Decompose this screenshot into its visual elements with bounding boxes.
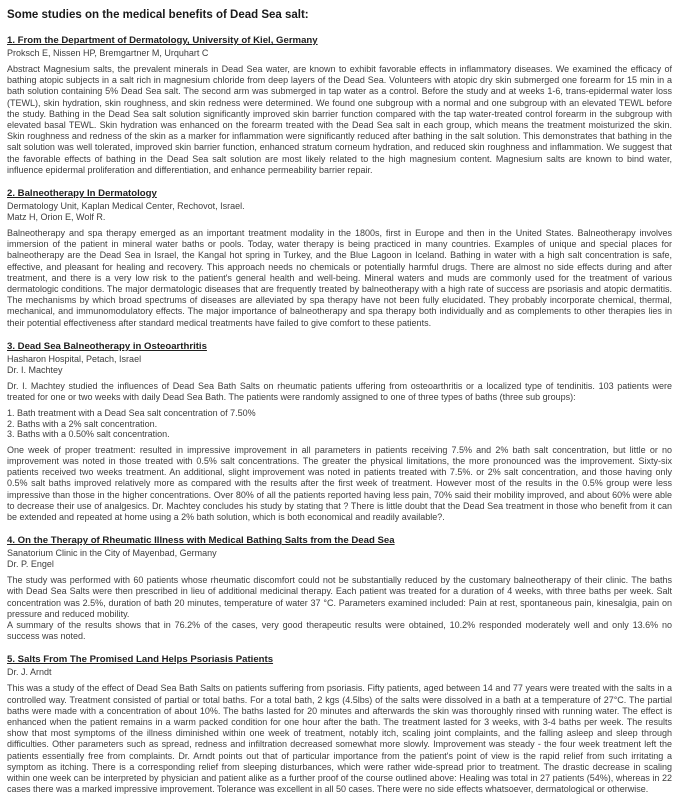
section-meta-line: Sanatorium Clinic in the City of Mayenbad, Germany — [7, 548, 217, 559]
section-paragraph: Abstract Magnesium salts, the prevalent minerals in Dead Sea water, are known to exhibit favorable effects in inflammatory diseases. We examined the efficacy of bathing atopic subjects in a salt rich in magnesium chloride from deep layers of the Dead Sea. Volunteers with atopic dry skin submerged one forearm for 15 min in a bath solution containing 5% Dead Sea salt. The second arm was submerged in tap water as a control. Before the study and at weeks 1-6, trans-epidermal water loss (TEWL), skin hydration, skin roughness, and skin redness were determined. We found one subgroup with a normal and one subgroup with an elevated TEWL before the study. Bathing in the Dead Sea salt solution significantly improved skin barrier function compared with the tap water-treated control forearm in the subgroup with elevated basal TEWL. Skin hydration was enhanced on the forearm treated with the Dead Sea salt in each group, which means the treatment moisturized the skin. Skin roughness and redness of the skin as a marker for inflammation were significantly reduced after bathing in the salt solution. This demonstrates that bathing in the salt solution was well tolerated, improved skin barrier function, enhanced stratum corneum hydration, and reduced skin roughness and inflammation. We suggest that the favorable effects of bathing in the Dead Sea salt solution are most likely related to the high magnesium content. Magnesium salts are known to bind water, influence epidermal proliferation and differentiation, and enhance permeability barrier repair. — [7, 64, 672, 175]
list-item: 3. Baths with a 0.50% salt concentration. — [7, 429, 170, 440]
section-meta-line: Hasharon Hospital, Petach, Israel — [7, 353, 142, 364]
section-paragraph: Balneotherapy and spa therapy emerged as an important treatment modality in the 1800s, first in Europe and then in the United States. Balneotherapy involves immersion of the patient in mineral water baths or pools. Today, water therapy is being practiced in many countries. Examples of unique and special places for balneotherapy are the Dead Sea in Israel, the Kangal hot spring in Turkey, and the Blue Lagoon in Iceland. Bathing in water with a high salt concentration is safe, effective, and pleasant for healing and recovery. This approach needs no chemicals or potentially harmful drugs. There are almost no side effects during and after treatment, and there is a very low risk to the patient's general health and well-being. Mineral waters and muds are commonly used for the treatment of various dermatologic conditions. The major dermatologic diseases that are frequently treated by balneotherapy with a high rate of success are psoriasis and atopic dermatitis. The mechanisms by which broad spectrums of diseases are alleviated by spa therapy have not been fully elucidated. They probably incorporate chemical, thermal, mechanical, and immunomodulatory effects. The major importance of balneotherapy and spa therapy both individually and as complements to other therapies lies in their potential effectiveness after standard medical treatments have failed to give comfort to these patients. — [7, 228, 672, 328]
list-item: 1. Bath treatment with a Dead Sea salt concentration of 7.50% — [7, 408, 256, 419]
section-meta — [7, 201, 672, 223]
study-section — [7, 188, 672, 329]
section-heading: 1. From the Department of Dermatology, University of Kiel, Germany — [7, 35, 318, 46]
section-meta-line: Dr. I. Machtey — [7, 364, 63, 375]
section-meta-line: Proksch E, Nissen HP, Bremgartner M, Urquhart C — [7, 48, 209, 58]
study-section — [7, 535, 672, 642]
study-section — [7, 35, 672, 176]
section-meta-line: Dr. P. Engel — [7, 559, 54, 570]
section-blocks — [7, 575, 672, 642]
numbered-list — [7, 408, 672, 440]
section-blocks — [7, 64, 672, 176]
section-heading: 3. Dead Sea Balneotherapy in Osteoarthritis — [7, 340, 207, 352]
section-heading: 2. Balneotherapy In Dermatology — [7, 188, 157, 200]
section-meta — [7, 354, 672, 376]
list-item: 2. Baths with a 2% salt concentration. — [7, 418, 158, 429]
section-meta — [7, 548, 672, 570]
section-blocks — [7, 228, 672, 329]
document-body — [7, 35, 672, 795]
section-meta-line: Matz H, Orion E, Wolf R. — [7, 212, 106, 223]
section-meta-line: Dermatology Unit, Kaplan Medical Center, Rechovot, Israel. — [7, 201, 245, 212]
page-title: Some studies on the medical benefits of Dead Sea salt: — [7, 9, 309, 21]
study-section — [7, 341, 672, 523]
section-heading: 5. Salts From The Promised Land Helps Psoriasis Patients — [7, 654, 274, 666]
section-heading: 4. On the Therapy of Rheumatic Illness with Medical Bathing Salts from the Dead Sea — [7, 535, 395, 547]
study-section — [7, 654, 672, 795]
section-paragraph: Dr. I. Machtey studied the influences of Dead Sea Bath Salts on rheumatic patients uffering from osteoarthritis or a localized type of tendinitis. 103 patients were treated for one or two weeks with daily Dead Sea Bath. The patients were randomly assigned to one of three types of baths (three sub groups): — [7, 380, 672, 403]
section-paragraph: This was a study of the effect of Dead Sea Bath Salts on patients suffering from psoriasis. Fifty patients, aged between 14 and 77 years were treated with the salts in a controlled way. Treatment consisted of partial or total baths. For a total bath, 2 kgs (4.5lbs) of the salts were dissolved in a bath at a temperature of 27°C. The partial baths were made with a concentration of about 10%. The baths lasted for 20 minutes and afterwards the skin was thoroughly rinsed with running water. The effect is enhanced when the patient remains in a warm packed condition for one hour after the bath. The treatment lasted for 3 weeks, with 3-4 baths per week. The results show that most symptoms of the illness diminished within one week of treatment, notably itch, scaling joint complaints, and the falling asleep and sleep through difficulties. Other parameters such as spread, redness and infiltration decreased somewhat more slowly. Improvement was steady - the four week treatment left the patients essentially free from complaints. Dr. Arndt points out that of particular importance from the patient's point of view is the rapid relief from such irritating a symptom as itching. There is a corresponding relief from sleeping disturbances, which were rather wide-spread prior to treatment. The drastic decrease in scaling within one week can be interpreted by physician and patient alike as a further proof of the course outlined above: Healing was total in 27 patients (54%), whereas in 22 cases there was a marked impressive improvement. Tolerance was excellent in all 50 cases. There were no side effects whatsoever, dermatological or otherwise. — [7, 683, 672, 795]
section-meta — [7, 667, 672, 678]
section-paragraph: One week of proper treatment: resulted in impressive improvement in all parameters in patients receiving 7.5% and 2% bath salt concentration, but little or no improvement was noted in those treated with 0.5% salt concentrations. The greater the physical limitations, the more pronounced was the improvement. Sixty-six patients received two weeks treatment. An additional, slight improvement was noted in patients treated with 7.5%. or 2% salt concentration, and those having only 0.5% salt baths improved relatively more as compared with the results after the first week of treatment. However most of the results in the 0.5% group were less impressive than those in the higher concentrations. Over 80% of all the patients reported having less pain, 70% said their mobility improved, and about 60% were able to decrease their use of analgesics. Dr. Machtey concludes his study by stating that ? There is little doubt that the Dead Sea treatment in those who benefit from it can be extended and repeated at home using a 2% bath solution, which is both economical and readily available?. — [7, 444, 672, 522]
section-meta — [7, 48, 672, 59]
section-blocks — [7, 381, 672, 523]
section-paragraph: The study was performed with 60 patients whose rheumatic discomfort could not be substantially reduced by the customary balneotherapy of their clinic. The baths with Dead Sea Salts were then prescribed in lieu of additional medicinal therapy. Each patient was treated for a duration of 4 weeks, with three baths per week. Salt concentration was 2.5%, duration of bath 20 minutes, temperature of water 37 °C. Parameters examined included: Pain at rest, spontaneous pain, kinesalgia, pain on pressure and reduced mobility. A summary of the results shows that in 76.2% of the cases, very good therapeutic results were obtained, 10.2% responded moderately well and only 13.6% no success was noted. — [7, 575, 672, 642]
section-meta-line: Dr. J. Arndt — [7, 667, 52, 678]
section-blocks — [7, 683, 672, 795]
